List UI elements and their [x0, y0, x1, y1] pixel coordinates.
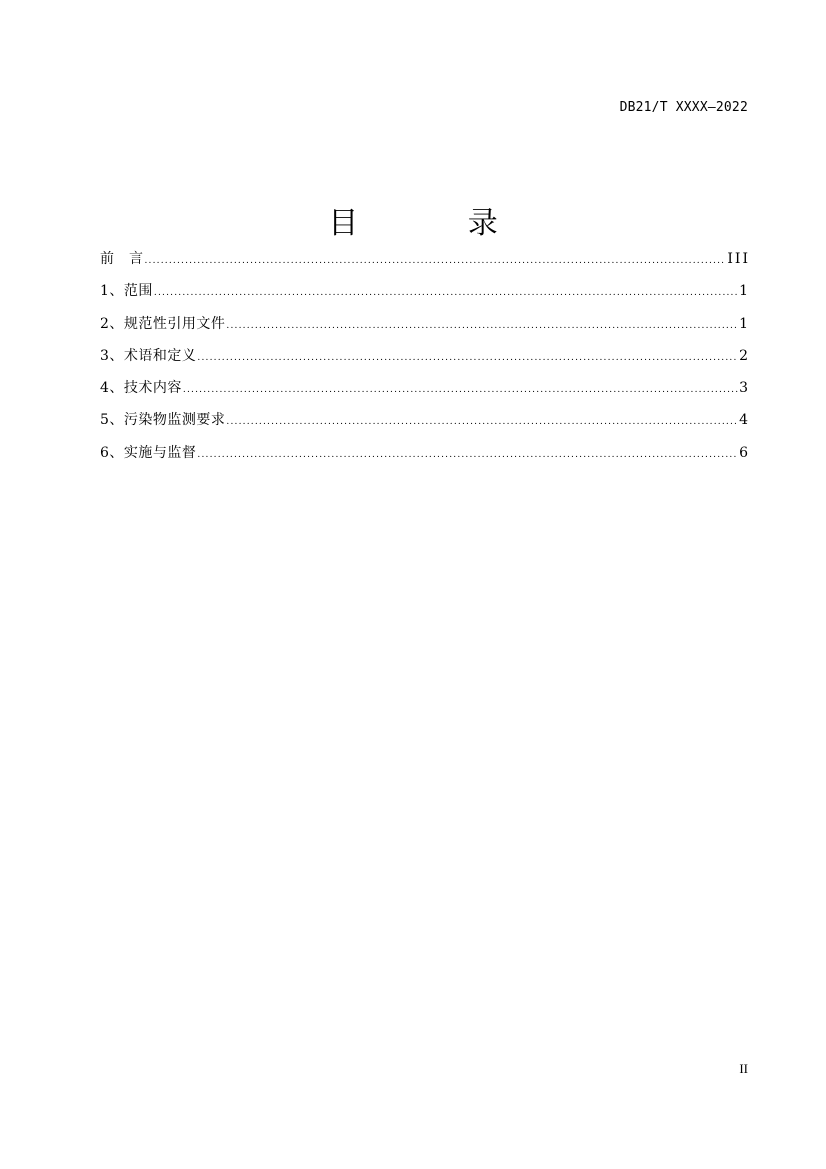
toc-entry-preface[interactable]	[100, 248, 750, 280]
toc-entry-label: 3、术语和定义	[100, 347, 197, 364]
toc-dot-leader	[183, 379, 738, 401]
toc-entry-page: 4	[739, 412, 750, 429]
toc-entry-normative-references[interactable]	[100, 313, 750, 345]
toc-entry-page: 2	[739, 347, 750, 364]
toc-entry-label: 4、技术内容	[100, 380, 182, 397]
toc-entry-pollutant-monitoring[interactable]	[100, 409, 750, 441]
toc-entry-page: 1	[739, 283, 750, 300]
toc-entry-label: 前 言	[100, 251, 144, 267]
toc-entry-label: 2、规范性引用文件	[100, 315, 226, 332]
toc-entry-page: III	[727, 251, 750, 267]
toc-entry-label: 6、实施与监督	[100, 444, 197, 461]
toc-dot-leader	[226, 315, 738, 337]
toc-title: 目 录	[328, 206, 548, 241]
toc-entry-page: 1	[739, 315, 750, 332]
toc-dot-leader	[197, 347, 738, 369]
document-code: DB21/T XXXX—2022	[619, 100, 748, 115]
toc-entry-scope[interactable]	[100, 280, 750, 312]
toc-entry-terms-definitions[interactable]	[100, 345, 750, 377]
toc-dot-leader	[197, 444, 738, 466]
toc-entry-label: 1、范围	[100, 283, 153, 300]
toc-entry-technical-content[interactable]	[100, 377, 750, 409]
toc-entry-implementation[interactable]	[100, 442, 750, 474]
toc-dot-leader	[145, 250, 727, 272]
toc-dot-leader	[226, 411, 738, 433]
page-number: II	[739, 1061, 748, 1076]
toc-entry-label: 5、污染物监测要求	[100, 412, 226, 429]
toc-entry-page: 6	[739, 444, 750, 461]
table-of-contents	[100, 248, 750, 474]
toc-dot-leader	[154, 282, 738, 304]
toc-entry-page: 3	[739, 380, 750, 397]
